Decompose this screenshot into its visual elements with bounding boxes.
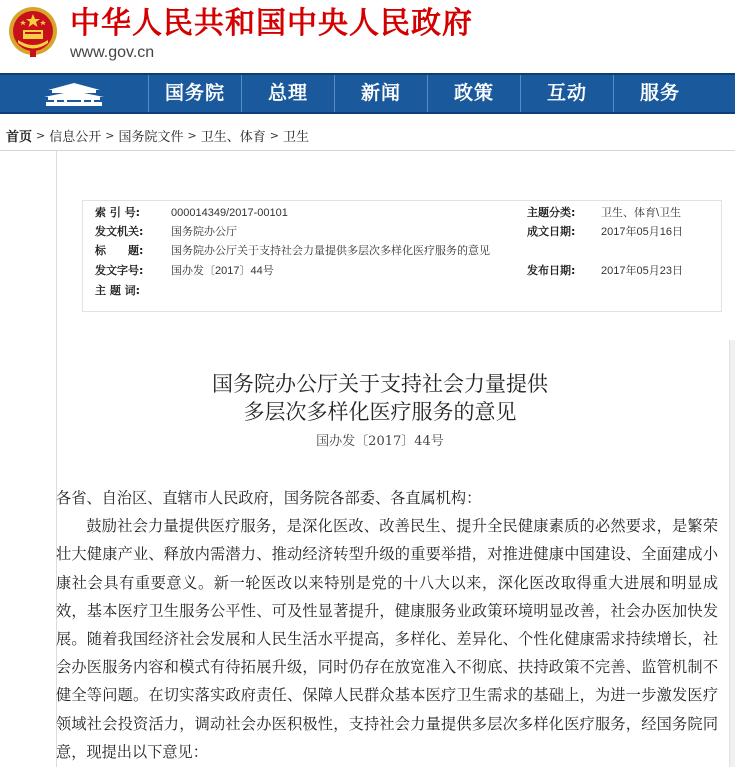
meta-doc-number-value: 国办发〔2017〕44号 bbox=[171, 265, 274, 277]
meta-date-published-value: 2017年05月23日 bbox=[601, 265, 683, 277]
breadcrumb-health-sports[interactable]: 卫生、体育 bbox=[200, 130, 266, 145]
main-navbar bbox=[0, 73, 735, 114]
chevron-right-icon: > bbox=[105, 129, 115, 142]
meta-date-created-value: 2017年05月16日 bbox=[601, 226, 683, 238]
breadcrumb-home[interactable]: 首页 bbox=[6, 130, 33, 145]
meta-date-created-label: 成文日期: bbox=[527, 225, 576, 238]
meta-date-published-label: 发布日期: bbox=[527, 264, 576, 277]
meta-row-keywords bbox=[83, 281, 723, 301]
document-paragraph: 鼓励社会力量提供医疗服务，是深化医改、改善民生、提升全民健康素质的必然要求，是繁荣壮大健康产业、释放内需潜力、推动经济转型升级的重要举措，对推进健康中国建设、全面建成小康社会具有重要意义。新一轮医改以来特别是党的十八大以来，深化医改取得重大进展和明显成效，基本医疗卫生服务公平性、可及性显著提升，健康服务业政策环境明显改善，社会办医加快发展。随着我国经济社会发展和人民生活水平提高，多样化、差异化、个性化健康需求持续增长，社会办医服务内容和模式有待拓展升级，同时仍存在放宽准入不彻底、扶持政策不完善、监管机制不健全等问题。在切实落实政府责任、保障人民群众基本医疗卫生需求的基础上，为进一步激发医疗领域社会投资活力，调动社会办医积极性，支持社会力量提供多层次多样化医疗服务，经国务院同意，现提出以下意见： bbox=[56, 517, 718, 761]
chevron-right-icon: > bbox=[187, 129, 197, 142]
meta-row-doc-number bbox=[83, 261, 723, 281]
breadcrumb-health[interactable]: 卫生 bbox=[282, 130, 309, 145]
document-salutation: 各省、自治区、直辖市人民政府，国务院各部委、各直属机构： bbox=[56, 489, 482, 507]
meta-title-label: 标 题: bbox=[95, 244, 144, 257]
nav-home-button[interactable] bbox=[0, 75, 148, 112]
site-header bbox=[0, 0, 735, 72]
chevron-right-icon: > bbox=[36, 129, 46, 142]
document-title-line-1: 国务院办公厅关于支持社会力量提供 bbox=[212, 372, 548, 396]
meta-keywords-label: 主 题 词: bbox=[95, 284, 141, 297]
document-title-line-2: 多层次多样化医疗服务的意见 bbox=[243, 400, 517, 424]
site-url[interactable]: www.gov.cn bbox=[70, 44, 155, 61]
meta-row-index bbox=[83, 203, 723, 223]
breadcrumb-info-disclosure[interactable]: 信息公开 bbox=[49, 130, 102, 145]
nav-item-news[interactable]: 新闻 bbox=[334, 75, 427, 112]
nav-item-policy[interactable]: 政策 bbox=[427, 75, 520, 112]
document-metadata-table bbox=[82, 200, 722, 312]
meta-row-issuer bbox=[83, 222, 723, 242]
meta-row-title bbox=[83, 241, 723, 261]
page-scrollbar[interactable] bbox=[729, 340, 735, 767]
meta-index-label: 索 引 号: bbox=[95, 206, 141, 219]
meta-issuer-value: 国务院办公厅 bbox=[171, 226, 237, 238]
nav-item-interaction[interactable]: 互动 bbox=[520, 75, 613, 112]
tiananmen-icon bbox=[42, 80, 106, 108]
document-number: 国办发〔2017〕44号 bbox=[316, 434, 444, 449]
site-title[interactable]: 中华人民共和国中央人民政府 bbox=[70, 6, 473, 41]
chevron-right-icon: > bbox=[269, 129, 279, 142]
meta-title-value: 国务院办公厅关于支持社会力量提供多层次多样化医疗服务的意见 bbox=[171, 245, 490, 257]
meta-doc-number-label: 发文字号: bbox=[95, 264, 144, 277]
nav-menu bbox=[148, 75, 706, 112]
document-body bbox=[56, 484, 718, 766]
nav-item-premier[interactable]: 总理 bbox=[241, 75, 334, 112]
meta-category-label: 主题分类: bbox=[527, 206, 576, 219]
nav-item-state-council[interactable]: 国务院 bbox=[148, 75, 241, 112]
nav-item-services[interactable]: 服务 bbox=[613, 75, 706, 112]
meta-index-value: 000014349/2017-00101 bbox=[171, 207, 288, 219]
meta-issuer-label: 发文机关: bbox=[95, 225, 144, 238]
meta-category-value: 卫生、体育\卫生 bbox=[601, 207, 682, 219]
national-emblem-icon[interactable] bbox=[8, 6, 58, 58]
breadcrumb bbox=[6, 126, 309, 145]
breadcrumb-state-council-documents[interactable]: 国务院文件 bbox=[118, 130, 184, 145]
